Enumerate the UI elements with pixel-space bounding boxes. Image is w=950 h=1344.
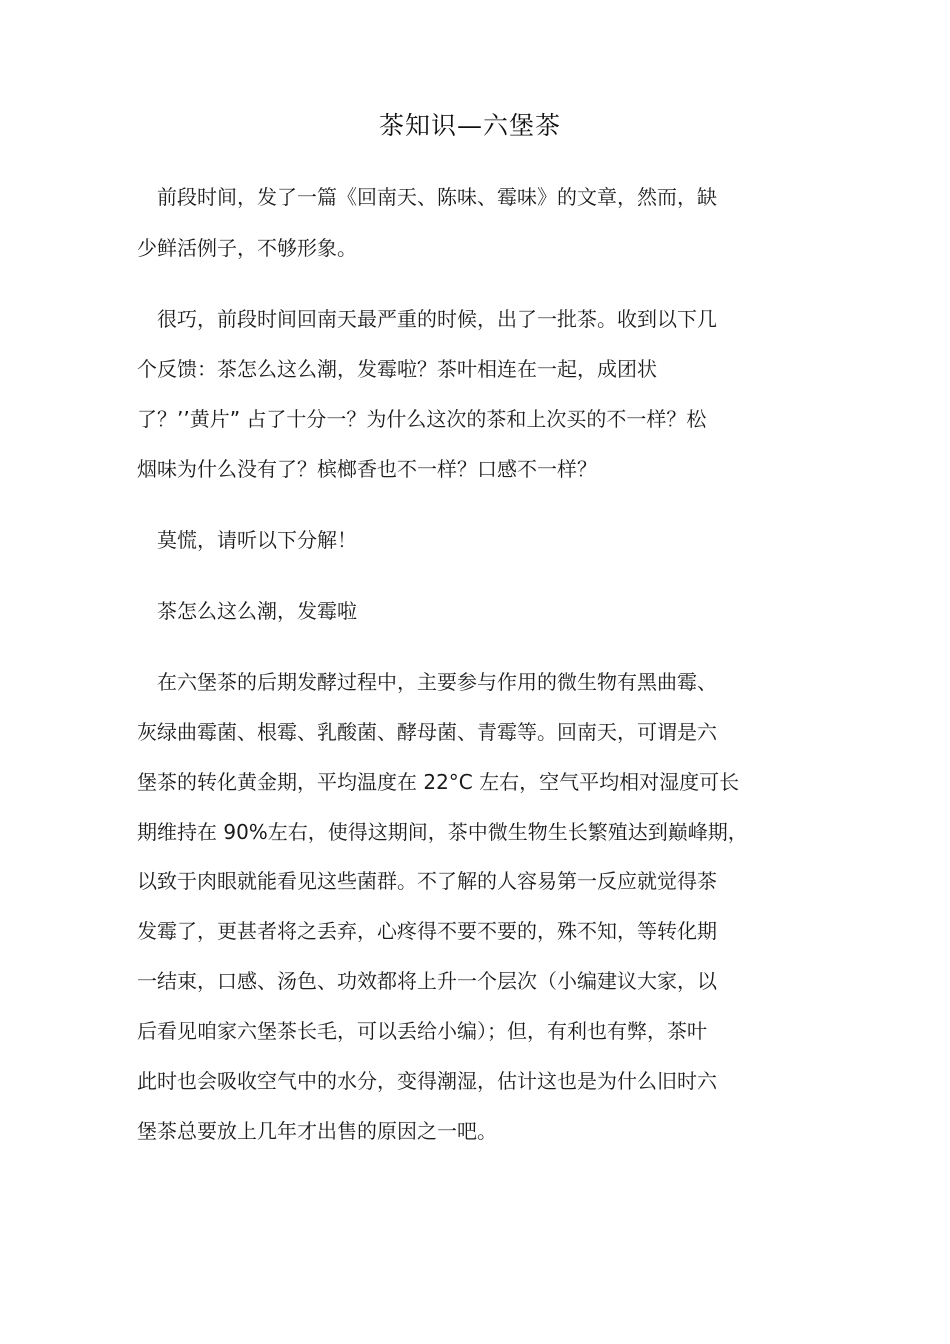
paragraph-5-line-10: 堡茶总要放上几年才出售的原因之一吧。	[137, 1119, 497, 1143]
paragraph-2-line-3: 了？’’黄片” 占了十分一？为什么这次的茶和上次买的不一样？松	[137, 407, 707, 431]
paragraph-5-line-1: 在六堡茶的后期发酵过程中，主要参与作用的微生物有黑曲霉、	[137, 670, 717, 694]
paragraph-1-line-1: 前段时间，发了一篇《回南天、陈味、霉味》的文章，然而，缺	[137, 185, 717, 209]
paragraph-2-line-2: 个反馈：茶怎么这么潮，发霉啦？茶叶相连在一起，成团状	[137, 357, 657, 381]
paragraph-5-line-3: 堡茶的转化黄金期，平均温度在 22°C 左右，空气平均相对湿度可长	[137, 770, 740, 794]
paragraph-5-line-4: 期维持在 90%左右，使得这期间，茶中微生物生长繁殖达到巅峰期，	[137, 820, 748, 844]
paragraph-5-line-7: 一结束，口感、汤色、功效都将上升一个层次（小编建议大家，以	[137, 969, 717, 993]
paragraph-5-line-8: 后看见咱家六堡茶长毛，可以丢给小编）；但，有利也有弊，茶叶	[137, 1019, 707, 1043]
paragraph-3-line-1: 莫慌，请听以下分解！	[137, 528, 357, 552]
paragraph-1-line-2: 少鲜活例子，不够形象。	[137, 236, 357, 260]
paragraph-5-line-9: 此时也会吸收空气中的水分，变得潮湿，估计这也是为什么旧时六	[137, 1069, 717, 1093]
paragraph-2-line-1: 很巧，前段时间回南天最严重的时候，出了一批茶。收到以下几	[137, 307, 717, 331]
document-title: 茶知识—六堡茶	[378, 111, 561, 140]
paragraph-5-line-2: 灰绿曲霉菌、根霉、乳酸菌、酵母菌、青霉等。回南天，可谓是六	[137, 720, 717, 744]
paragraph-2-line-4: 烟味为什么没有了？槟榔香也不一样？口感不一样？	[137, 457, 597, 481]
paragraph-5-line-5: 以致于肉眼就能看见这些菌群。不了解的人容易第一反应就觉得茶	[137, 869, 717, 893]
paragraph-4-line-1: 茶怎么这么潮，发霉啦	[137, 599, 357, 623]
paragraph-5-line-6: 发霉了，更甚者将之丢弃，心疼得不要不要的，殊不知，等转化期	[137, 919, 717, 943]
